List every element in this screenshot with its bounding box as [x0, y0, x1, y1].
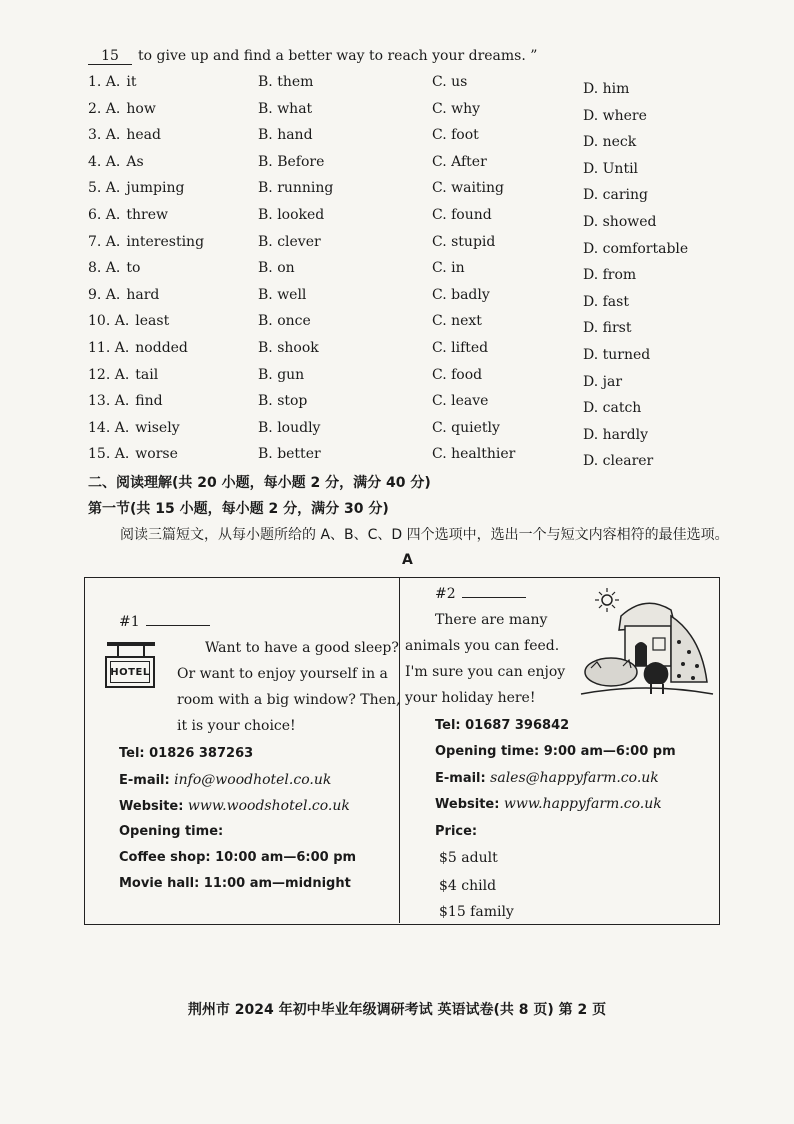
part-heading: 第一节(共 15 小题，每小题 2 分，满分 30 分) — [88, 501, 389, 517]
blank-number: 15 — [88, 48, 132, 65]
hotel-sign-icon: HOTEL — [103, 642, 159, 700]
option-b: B. them — [258, 74, 314, 90]
option-b: B. well — [258, 286, 307, 303]
ad2-label: #2 — [435, 586, 526, 602]
option-b: B. better — [258, 446, 321, 463]
option-d: D. jar — [583, 373, 623, 390]
option-row — [88, 234, 708, 261]
option-b: B. once — [258, 313, 311, 330]
option-row — [88, 154, 708, 181]
ad1-tel: Tel: 01826 387263 — [119, 746, 254, 761]
option-c: C. quietly — [432, 419, 500, 436]
ad2-tel: Tel: 01687 396842 — [435, 718, 570, 733]
option-c: C. badly — [432, 286, 490, 303]
option-a: 8. A. to — [88, 260, 141, 277]
option-d: D. showed — [583, 213, 657, 230]
ad1-coffee: Coffee shop: 10:00 am—6:00 pm — [119, 850, 357, 865]
page-footer: 荆州市 2024 年初中毕业年级调研考试 英语试卷(共 8 页) 第 2 页 — [187, 1002, 607, 1018]
option-d: D. fast — [583, 293, 629, 310]
option-c: C. in — [432, 260, 465, 277]
option-a: 7. A. interesting — [88, 233, 205, 250]
options-list — [88, 74, 708, 473]
option-c: C. healthier — [432, 446, 516, 463]
option-row — [88, 446, 708, 473]
ad1-movie: Movie hall: 11:00 am—midnight — [119, 876, 351, 891]
option-b: B. stop — [258, 393, 308, 410]
option-b: B. loudly — [258, 419, 321, 436]
option-c: C. waiting — [432, 180, 505, 197]
option-row — [88, 207, 708, 234]
option-d: D. comfortable — [583, 240, 689, 257]
option-d: D. first — [583, 320, 632, 337]
ad1-email: E-mail: info@woodhotel.co.uk — [119, 772, 332, 788]
option-c: C. leave — [432, 393, 489, 410]
option-row — [88, 420, 708, 447]
ad2-email: E-mail: sales@happyfarm.co.uk — [435, 770, 659, 786]
ad2-line3: I'm sure you can enjoy — [405, 664, 566, 680]
option-a: 5. A. jumping — [88, 180, 185, 197]
option-a: 11. A. nodded — [88, 339, 188, 356]
option-b: B. on — [258, 260, 295, 277]
option-c: C. food — [432, 366, 483, 383]
option-a: 1. A. it — [88, 74, 137, 90]
option-a: 13. A. find — [88, 393, 163, 410]
option-a: 10. A. least — [88, 313, 170, 330]
ad2-price: Price: — [435, 824, 478, 839]
section-heading: 二、阅读理解(共 20 小题，每小题 2 分，满分 40 分) — [88, 475, 431, 491]
option-b: B. shook — [258, 339, 319, 356]
option-a: 6. A. threw — [88, 206, 168, 223]
intro-line — [88, 48, 537, 65]
option-b: B. Before — [258, 153, 325, 170]
ad1-line4: it is your choice! — [177, 718, 296, 734]
option-d: D. caring — [583, 187, 648, 204]
option-d: D. neck — [583, 134, 637, 151]
option-b: B. clever — [258, 233, 321, 250]
option-a: 2. A. how — [88, 100, 156, 117]
option-row — [88, 74, 708, 101]
option-row — [88, 101, 708, 128]
option-d: D. clearer — [583, 453, 654, 470]
option-d: D. him — [583, 81, 630, 97]
ad2-website: Website: www.happyfarm.co.uk — [435, 796, 662, 812]
option-c: C. stupid — [432, 233, 496, 250]
ad1-line1: Want to have a good sleep? — [205, 640, 399, 656]
ad2-blank — [462, 597, 526, 598]
passage-label: A — [402, 552, 413, 568]
option-row — [88, 180, 708, 207]
ad1-blank — [146, 625, 210, 626]
ad2-line2: animals you can feed. — [405, 638, 560, 654]
ad2-line4: your holiday here! — [405, 690, 536, 706]
option-d: D. where — [583, 107, 647, 124]
option-c: C. foot — [432, 127, 479, 144]
ad1-website: Website: www.woodshotel.co.uk — [119, 798, 350, 814]
option-d: D. catch — [583, 400, 642, 417]
option-c: C. lifted — [432, 339, 489, 356]
option-a: 9. A. hard — [88, 286, 160, 303]
option-a: 12. A. tail — [88, 366, 159, 383]
option-d: D. turned — [583, 346, 651, 363]
option-c: C. why — [432, 100, 481, 117]
option-a: 3. A. head — [88, 127, 161, 144]
option-c: C. found — [432, 206, 492, 223]
option-row — [88, 287, 708, 314]
option-c: C. us — [432, 74, 468, 90]
instruction-text: 阅读三篇短文，从每小题所给的 A、B、C、D 四个选项中，选出一个与短文内容相符的最佳选项。 — [120, 527, 729, 543]
option-d: D. Until — [583, 160, 639, 177]
option-row — [88, 393, 708, 420]
ad2-opening: Opening time: 9:00 am—6:00 pm — [435, 744, 676, 759]
ad1-opening: Opening time: — [119, 824, 224, 839]
ad1-label: #1 — [119, 614, 210, 630]
ad2-line1: There are many — [435, 612, 548, 628]
option-b: B. gun — [258, 366, 305, 383]
option-d: D. from — [583, 267, 637, 284]
ad1-line3: room with a big window? Then, — [177, 692, 401, 708]
option-c: C. next — [432, 313, 482, 330]
option-row — [88, 313, 708, 340]
option-b: B. hand — [258, 127, 313, 144]
option-row — [88, 127, 708, 154]
ad2-price-family: $15 family — [439, 904, 514, 920]
ads-box — [84, 577, 720, 925]
ad2-price-child: $4 child — [439, 878, 497, 894]
ad2-price-adult: $5 adult — [439, 850, 498, 866]
option-a: 14. A. wisely — [88, 419, 180, 436]
option-row — [88, 340, 708, 367]
intro-text: to give up and find a better way to reach your dreams. ” — [138, 48, 538, 64]
option-b: B. what — [258, 100, 313, 117]
option-row — [88, 260, 708, 287]
option-d: D. hardly — [583, 426, 649, 443]
option-c: C. After — [432, 153, 487, 170]
ad1-line2: Or want to enjoy yourself in a — [177, 666, 388, 682]
farm-house-illustration — [575, 586, 715, 704]
column-divider — [399, 578, 400, 923]
option-row — [88, 367, 708, 394]
option-b: B. running — [258, 180, 334, 197]
option-a: 4. A. As — [88, 153, 144, 170]
option-a: 15. A. worse — [88, 446, 178, 463]
option-b: B. looked — [258, 206, 325, 223]
